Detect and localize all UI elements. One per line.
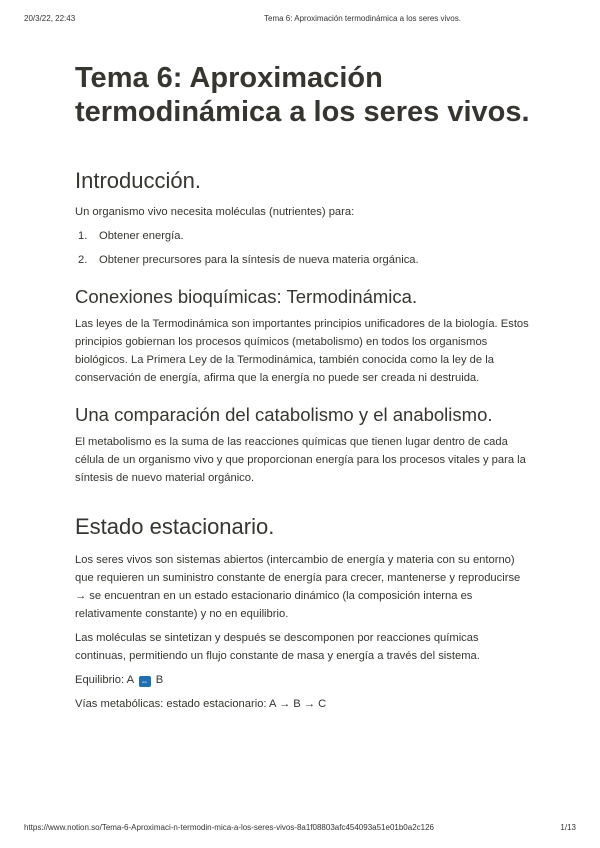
comparacion-text: El metabolismo es la suma de las reacciones químicas que tienen lugar dentro de cada célula de un organismo vivo y que proporcionan energía para los procesos vitales y para la síntesis de nuevo material orgánico. — [75, 436, 526, 484]
list-number: 1. — [78, 230, 88, 242]
list-number: 2. — [78, 254, 88, 266]
equilibrio-suffix: B — [155, 674, 164, 686]
swap-arrows-icon: ⇔ — [140, 677, 149, 686]
intro-list — [75, 227, 530, 269]
heading-comparacion: Una comparación del catabolismo y el anabolismo. — [75, 404, 493, 425]
print-footer — [24, 823, 576, 835]
page-number: 1/13 — [560, 823, 576, 832]
list-item — [75, 227, 530, 245]
estado-paragraph-2: Las moléculas se sintetizan y después se descomponen por reacciones químicas continuas, permitiendo un flujo constante de masa y energía a través del sistema. — [75, 632, 480, 662]
heading-conexiones: Conexiones bioquímicas: Termodinámica. — [75, 286, 418, 307]
intro-lead: Un organismo vivo necesita moléculas (nutrientes) para: — [75, 206, 355, 218]
estado-paragraph-1: Los seres vivos son sistemas abiertos (intercambio de energía y materia con su entorno) que requieren un suministro constante de energía para crecer, mantenerse y reproducirse → se encuentran en un estado estacionario dinámico (la composición interna es relativamente constante) y no en equilibrio. — [75, 554, 521, 620]
page-content — [75, 61, 530, 713]
list-item — [75, 251, 530, 269]
page-title: Tema 6: Aproximación termodinámica a los seres vivos. — [75, 62, 530, 128]
list-text: Obtener precursores para la síntesis de nueva materia orgánica. — [99, 254, 419, 266]
print-date: 20/3/22, 22:43 — [24, 14, 76, 23]
print-page-title: Tema 6: Aproximación termodinámica a los seres vivos. — [264, 14, 461, 23]
heading-estado-estacionario: Estado estacionario. — [75, 514, 275, 539]
equilibrio-line — [75, 671, 530, 689]
vias-metabolicas-line: Vías metabólicas: estado estacionario: A → B → C — [75, 698, 327, 710]
heading-introduccion: Introducción. — [75, 168, 201, 193]
print-header — [24, 14, 576, 26]
conexiones-text: Las leyes de la Termodinámica son importantes principios unificadores de la biología. Estos principios gobiernan los procesos químicos (metabolismo) en todos los organismos biológicos. La Primera Ley de la Termodinámica, también conocida como la ley de la conservación de energía, afirma que la energía no puede ser creada ni destruida. — [75, 318, 529, 384]
list-text: Obtener energía. — [99, 230, 184, 242]
print-url: https://www.notion.so/Tema-6-Aproximaci-n-termodin-mica-a-los-seres-vivos-8a1f08803afc454093a51e01b0a2c126 — [24, 823, 434, 832]
equilibrio-prefix: Equilibrio: A — [75, 674, 134, 686]
